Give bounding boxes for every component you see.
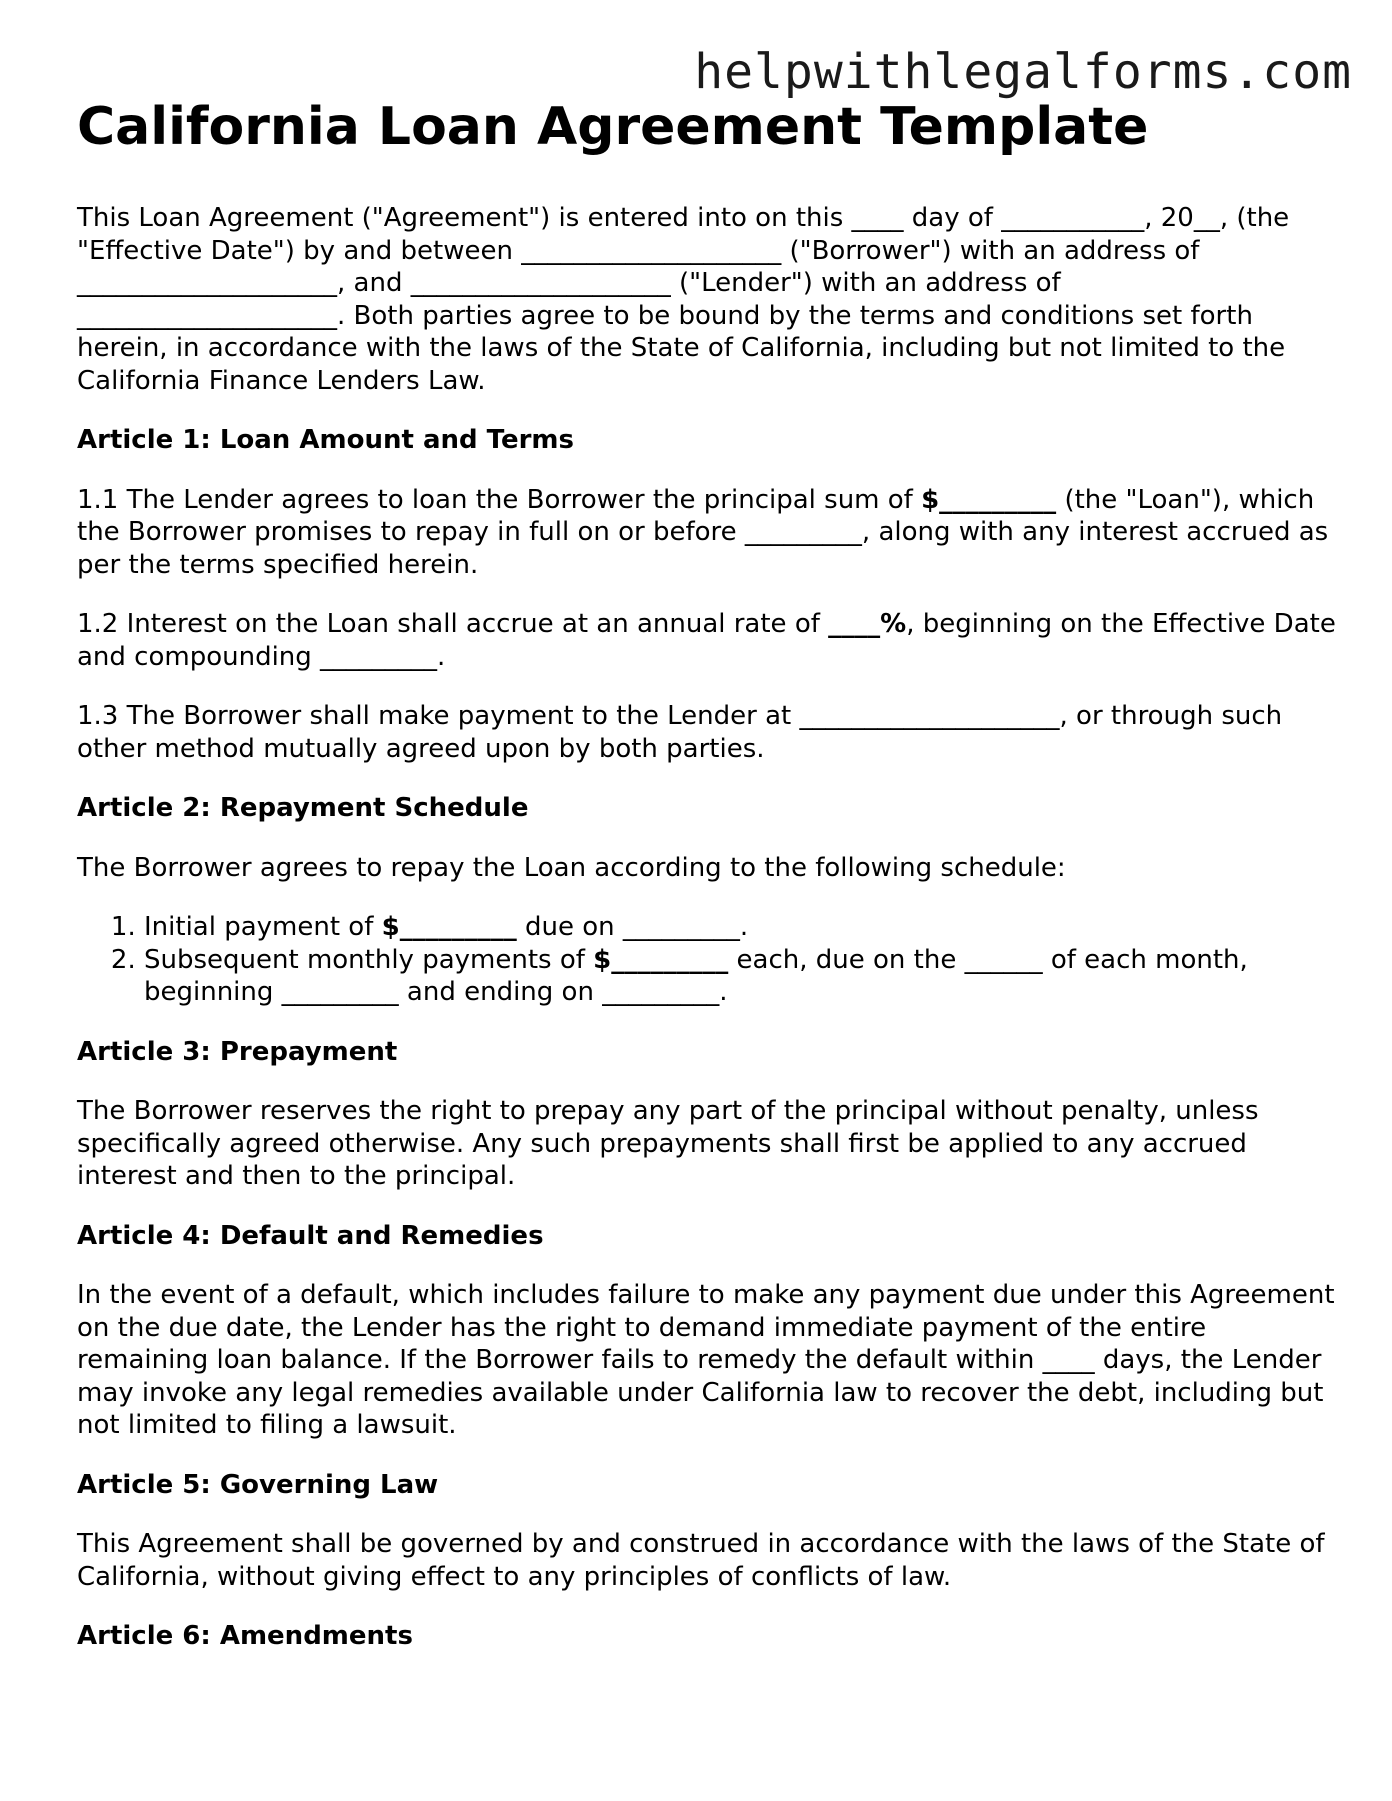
clause-1-1-text-c: (the "Loan"), which the Borrower promises to repay in full on or before _________, along with any interest accrued as per the terms specified herein. [77,484,1329,580]
clause-1-1-text-a: 1.1 The Lender agrees to loan the Borrower the principal sum of [77,484,922,515]
clause-1-2-text-a: 1.2 Interest on the Loan shall accrue at an annual rate of [77,609,829,640]
article-6-heading: Article 6: Amendments [77,1621,413,1652]
article-5-heading: Article 5: Governing Law [77,1469,439,1500]
clause-1-2 [77,608,1337,673]
article-5-text: This Agreement shall be governed by and construed in accordance with the laws of the State of California, without giving effect to any principles of conflicts of law. [77,1529,1325,1592]
clause-1-2-text-c: , beginning on the Effective Date and compounding _________. [77,609,1336,672]
item-1-amount: $_________ [381,912,517,943]
document-title: California Loan Agreement Template [77,97,1149,157]
repayment-schedule-list [77,911,1337,1009]
site-watermark: helpwithlegalforms.com [694,44,1352,100]
article-2-intro: The Borrower agrees to repay the Loan according to the following schedule: [77,852,1066,883]
item-1-text-a: Initial payment of [144,912,382,943]
article-2-heading: Article 2: Repayment Schedule [77,793,529,824]
list-item [144,911,1337,944]
article-1-heading: Article 1: Loan Amount and Terms [77,425,574,456]
document-page [77,96,1337,1680]
item-2-text-c: each, due on the ______ of each month, beginning _________ and ending on _________. [144,944,1248,1008]
intro-paragraph: This Loan Agreement ("Agreement") is entered into on this ____ day of ___________, 20__, (the "Effective Date") by and between ____________________ ("Borrower") with an address of ____________________, and ____________________ ("Lender") with an address of ____________________. Both parties agree to be bound by the terms and conditions set forth herein, in accordance with the laws of the State of California, including but not limited to the California Finance Lenders Law. [77,203,1290,396]
clause-1-2-rate: ____% [828,609,907,640]
item-2-text-a: Subsequent monthly payments of [144,944,594,975]
list-item [144,944,1337,1009]
clause-1-1 [77,484,1337,582]
item-2-amount: $_________ [593,944,729,975]
clause-1-1-amount: $_________ [921,484,1057,515]
article-3-heading: Article 3: Prepayment [77,1036,398,1067]
article-3-text: The Borrower reserves the right to prepay any part of the principal without penalty, unless specifically agreed otherwise. Any such prepayments shall first be applied to any accrued interest and then to the principal. [77,1096,1259,1192]
article-4-heading: Article 4: Default and Remedies [77,1220,544,1251]
article-4-text: In the event of a default, which includes failure to make any payment due under this Agreement on the due date, the Lender has the right to demand immediate payment of the entire remaining loan balance. If the Borrower fails to remedy the default within ____ days, the Lender may invoke any legal remedies available under California law to recover the debt, including but not limited to filing a lawsuit. [77,1280,1335,1441]
clause-1-3: 1.3 The Borrower shall make payment to the Lender at ____________________, or through such other method mutually agreed upon by both parties. [77,701,1283,764]
item-1-text-c: due on _________. [516,912,749,943]
